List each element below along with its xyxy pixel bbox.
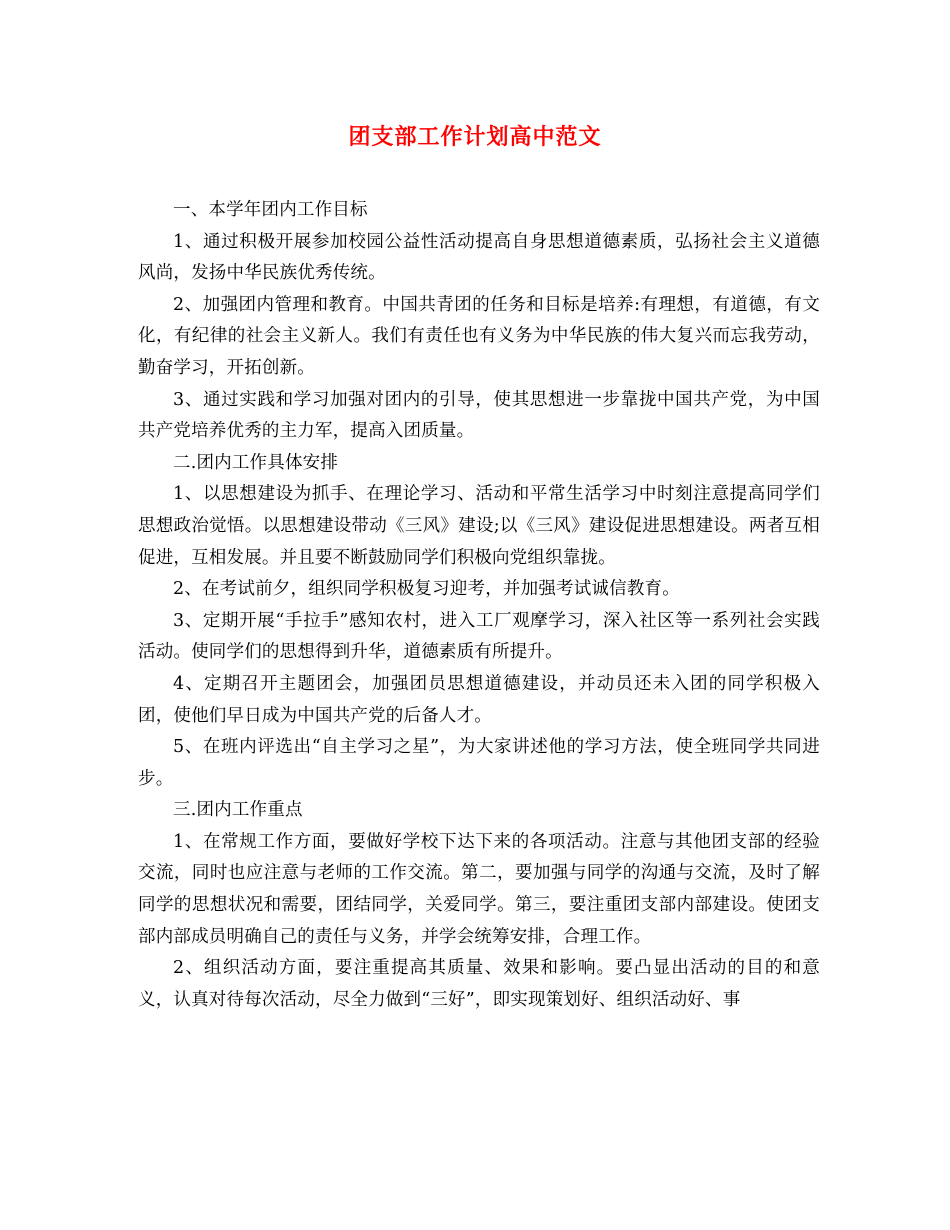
paragraph: 2、组织活动方面，要注重提高其质量、效果和影响。要凸显出活动的目的和意义，认真对待每次活动，尽全力做到“三好”，即实现策划好、组织活动好、事 (138, 958, 820, 1010)
document-body (138, 195, 820, 1016)
paragraph: 4、定期召开主题团会，加强团员思想道德建设，并动员还未入团的同学积极入团，使他们早日成为中国共产党的后备人才。 (138, 673, 820, 726)
paragraph: 5、在班内评选出“自主学习之星”，为大家讲述他的学习方法，使全班同学共同进步。 (138, 737, 820, 789)
section-heading-focus: 三.团内工作重点 (173, 800, 303, 821)
paragraph: 2、在考试前夕，组织同学积极复习迎考，并加强考试诚信教育。 (173, 579, 680, 600)
document-title: 团支部工作计划高中范文 (348, 124, 602, 150)
paragraph: 3、定期开展“手拉手”感知农村，进入工厂观摩学习，深入社区等一系列社会实践活动。使同学们的思想得到升华，道德素质有所提升。 (138, 610, 820, 663)
section-heading-arrangements: 二.团内工作具体安排 (173, 452, 339, 473)
paragraph: 1、以思想建设为抓手、在理论学习、活动和平常生活学习中时刻注意提高同学们思想政治觉悟。以思想建设带动《三风》建设;以《三风》建设促进思想建设。两者互相促进，互相发展。并且要不断鼓励同学们积极向党组织靠拢。 (138, 484, 820, 568)
section-heading-goals: 一、本学年团内工作目标 (173, 200, 368, 220)
paragraph: 1、通过积极开展参加校园公益性活动提高自身思想道德素质，弘扬社会主义道德风尚，发扬中华民族优秀传统。 (138, 231, 820, 284)
paragraph: 1、在常规工作方面，要做好学校下达下来的各项活动。注意与其他团支部的经验交流，同时也应注意与老师的工作交流。第二，要加强与同学的沟通与交流，及时了解同学的思想状况和需要，团结同学，关爱同学。第三，要注重团支部内部建设。使团支部内部成员明确自己的责任与义务，并学会统筹安排，合理工作。 (138, 831, 820, 947)
paragraph: 2、加强团内管理和教育。中国共青团的任务和目标是培养:有理想，有道德，有文化，有纪律的社会主义新人。我们有责任也有义务为中华民族的伟大复兴而忘我劳动，勤奋学习，开拓创新。 (138, 294, 820, 378)
paragraph: 3、通过实践和学习加强对团内的引导，使其思想进一步靠拢中国共产党，为中国共产党培养优秀的主力军，提高入团质量。 (138, 389, 820, 442)
